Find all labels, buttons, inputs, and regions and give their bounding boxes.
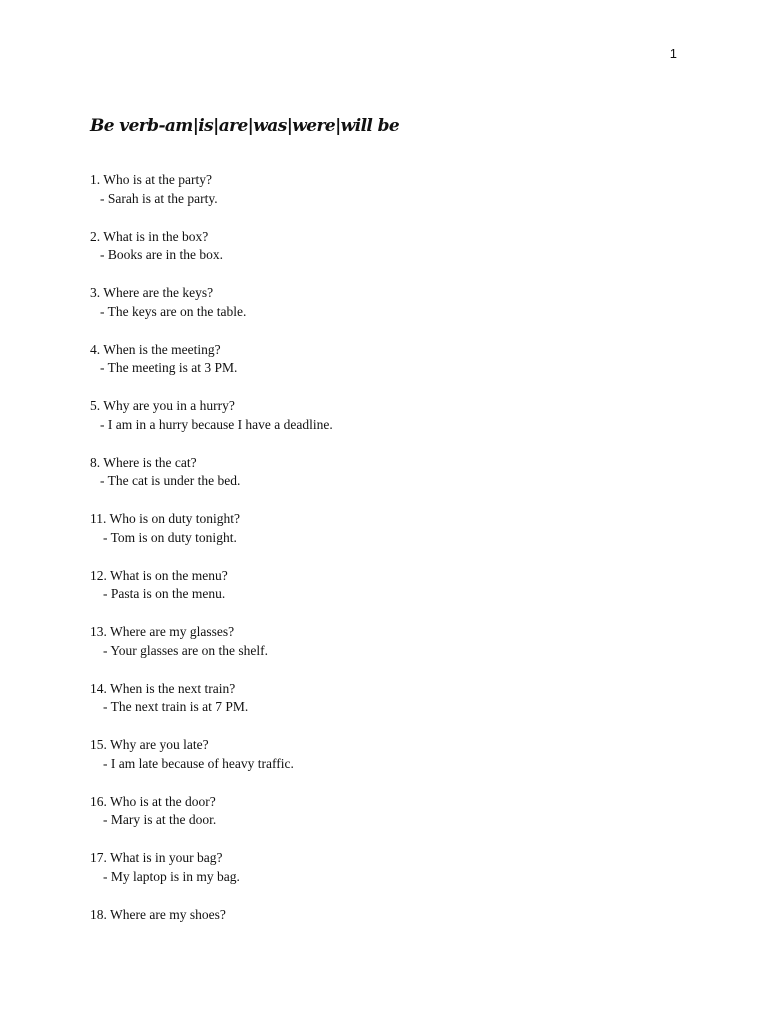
question-text: 8. Where is the cat?	[90, 454, 197, 470]
answer-text: - The keys are on the table.	[100, 303, 247, 319]
answer-text: - Tom is on duty tonight.	[103, 529, 237, 545]
qa-list	[90, 171, 650, 962]
qa-item-2	[90, 228, 650, 285]
qa-item-16	[90, 793, 650, 850]
question-text: 15. Why are you late?	[90, 737, 209, 752]
question-text: 13. Where are my glasses?	[90, 624, 235, 639]
qa-item-14	[90, 680, 650, 737]
answer-text: - The meeting is at 3 PM.	[100, 360, 238, 376]
qa-item-3	[90, 284, 650, 341]
qa-item-18	[90, 906, 650, 963]
question-text: 11. Who is on duty tonight?	[90, 511, 240, 526]
question-text: 3. Where are the keys?	[90, 285, 214, 300]
answer-text: - I am late because of heavy traffic.	[103, 755, 294, 771]
question-text: 1. Who is at the party?	[90, 172, 212, 187]
answer-text: - I am in a hurry because I have a deadline.	[100, 416, 333, 432]
answer-text: - Your glasses are on the shelf.	[103, 642, 268, 658]
answer-text: - Sarah is at the party.	[100, 190, 218, 206]
page-number: 1	[669, 46, 677, 61]
question-text: 18. Where are my shoes?	[90, 906, 226, 922]
question-text: 5. Why are you in a hurry?	[90, 398, 235, 413]
page-title: Be verb-am|is|are|was|were|will be	[90, 116, 400, 136]
answer-text: - Books are in the box.	[100, 247, 223, 263]
qa-item-11	[90, 510, 650, 567]
answer-text: - Mary is at the door.	[103, 812, 217, 828]
qa-item-8	[90, 454, 650, 511]
answer-text: - The cat is under the bed.	[100, 473, 241, 489]
question-text: 14. When is the next train?	[90, 680, 236, 696]
answer-text: - The next train is at 7 PM.	[103, 699, 249, 715]
question-text: 4. When is the meeting?	[90, 341, 221, 357]
question-text: 2. What is in the box?	[90, 228, 209, 244]
qa-item-5	[90, 397, 650, 454]
qa-item-1	[90, 171, 650, 228]
qa-item-17	[90, 849, 650, 906]
answer-text: - My laptop is in my bag.	[103, 868, 240, 884]
qa-item-15	[90, 736, 650, 793]
question-text: 16. Who is at the door?	[90, 793, 216, 809]
qa-item-4	[90, 341, 650, 398]
question-text: 17. What is in your bag?	[90, 850, 223, 865]
qa-item-13	[90, 623, 650, 680]
question-text: 12. What is on the menu?	[90, 567, 228, 583]
answer-text: - Pasta is on the menu.	[103, 586, 226, 602]
qa-item-12	[90, 567, 650, 624]
